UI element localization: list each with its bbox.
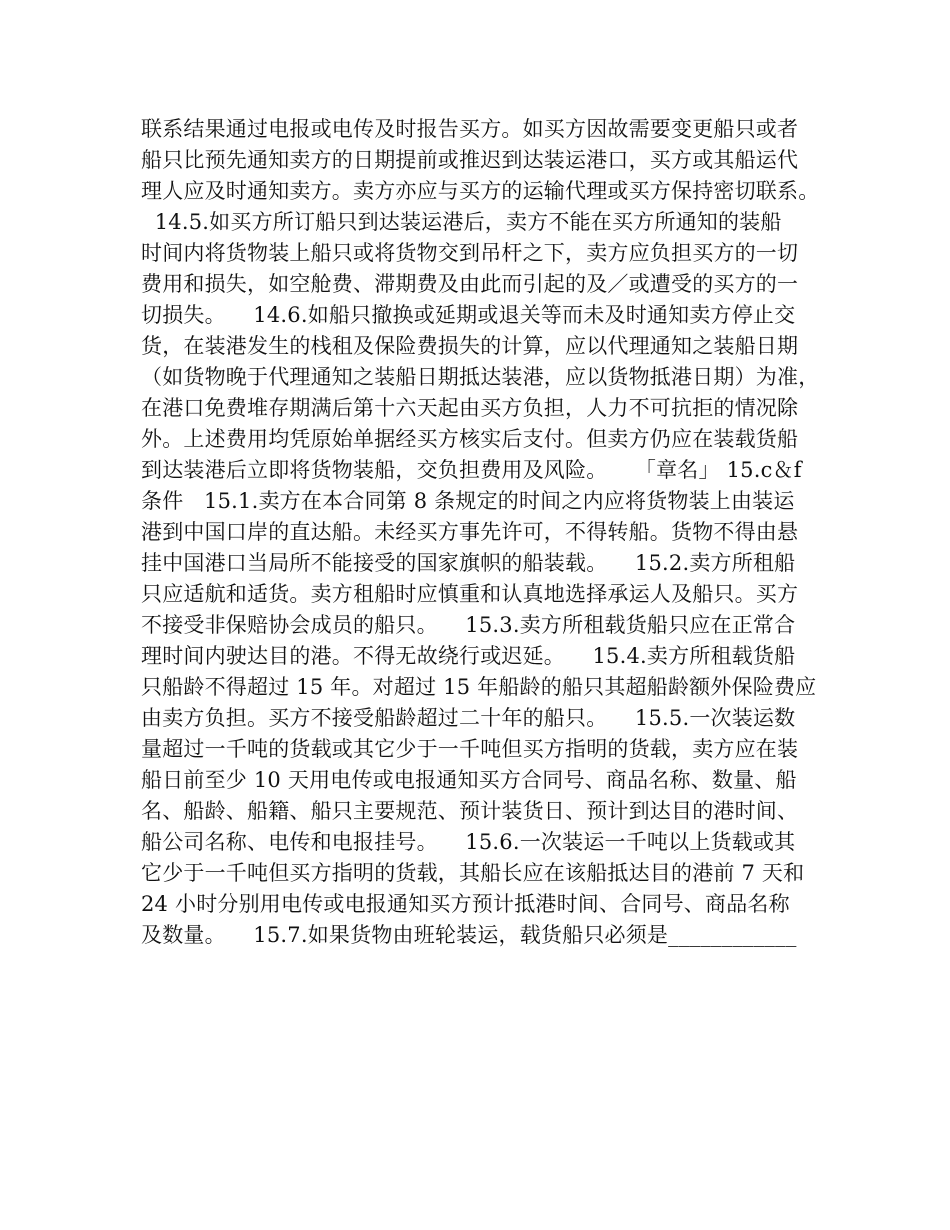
text-line: 船公司名称、电传和电报挂号。 15.6.一次装运一千吨以上货载或其 <box>141 830 796 854</box>
text-line: 量超过一千吨的货载或其它少于一千吨但买方指明的货载，卖方应在装 <box>141 737 799 761</box>
text-line: 及数量。 15.7.如果货物由班轮装运，载货船只必须是____________ <box>141 923 797 947</box>
text-line: 只应适航和适货。卖方租船时应慎重和认真地选择承运人及船只。买方 <box>141 582 799 606</box>
text-line: 港到中国口岸的直达船。未经买方事先许可，不得转船。货物不得由悬 <box>141 520 799 544</box>
text-line: 14.5.如买方所订船只到达装运港后，卖方不能在买方所通知的装船 <box>141 210 782 234</box>
text-line: 理人应及时通知卖方。卖方亦应与买方的运输代理或买方保持密切联系。 <box>141 179 820 203</box>
text-line: 在港口免费堆存期满后第十六天起由买方负担，人力不可抗拒的情况除 <box>141 396 799 420</box>
text-line: 24 小时分别用电传或电报通知买方预计抵港时间、合同号、商品名称 <box>141 892 790 916</box>
text-line: 船日前至少 10 天用电传或电报通知买方合同号、商品名称、数量、船 <box>141 768 797 792</box>
text-line: 货，在装港发生的栈租及保险费损失的计算，应以代理通知之装船日期 <box>141 334 799 358</box>
text-line: 不接受非保赔协会成员的船只。 15.3.卖方所租载货船只应在正常合 <box>141 613 796 637</box>
text-line: 切损失。 14.6.如船只撤换或延期或退关等而未及时通知卖方停止交 <box>141 303 796 327</box>
text-line: 费用和损失，如空舱费、滞期费及由此而引起的及／或遭受的买方的一 <box>141 272 799 296</box>
text-line: 时间内将货物装上船只或将货物交到吊杆之下，卖方应负担买方的一切 <box>141 241 799 265</box>
text-line: 条件 15.1.卖方在本合同第 8 条规定的时间之内应将货物装上由装运 <box>141 489 795 513</box>
text-line: 理时间内驶达目的港。不得无故绕行或迟延。 15.4.卖方所租载货船 <box>141 644 796 668</box>
text-line: 船只比预先通知卖方的日期提前或推迟到达装运港口，买方或其船运代 <box>141 148 799 172</box>
contract-text-block <box>141 114 831 951</box>
text-line: 由卖方负担。买方不接受船龄超过二十年的船只。 15.5.一次装运数 <box>141 706 796 730</box>
text-line: （如货物晚于代理通知之装船日期抵达装港，应以货物抵港日期）为准， <box>141 365 820 389</box>
text-line: 联系结果通过电报或电传及时报告买方。如买方因故需要变更船只或者 <box>141 117 799 141</box>
text-line: 它少于一千吨但买方指明的货载，其船长应在该船抵达目的港前 7 天和 <box>141 861 805 885</box>
text-line: 到达装港后立即将货物装船，交负担费用及风险。 「章名」 15.c＆f <box>141 458 802 482</box>
text-line: 只船龄不得超过 15 年。对超过 15 年船龄的船只其超船龄额外保险费应 <box>141 675 817 699</box>
text-line: 名、船龄、船籍、船只主要规范、预计装货日、预计到达目的港时间、 <box>141 799 799 823</box>
text-line: 外。上述费用均凭原始单据经买方核实后支付。但卖方仍应在装载货船 <box>141 427 799 451</box>
text-line: 挂中国港口当局所不能接受的国家旗帜的船装载。 15.2.卖方所租船 <box>141 551 796 575</box>
